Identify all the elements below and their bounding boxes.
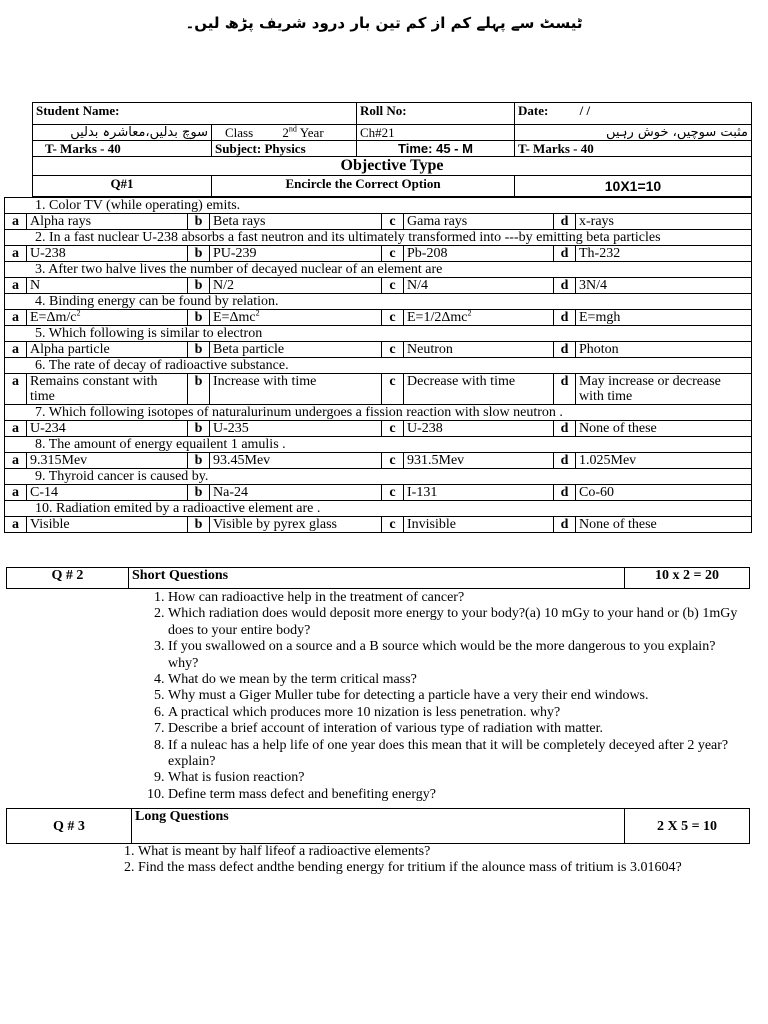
option-letter-b: b	[188, 214, 210, 230]
option-d-text: None of these	[579, 517, 657, 532]
option-b-text: Na-24	[213, 485, 248, 500]
option-c-text: U-238	[407, 421, 443, 436]
option-b	[210, 453, 382, 469]
option-d-text: Photon	[579, 342, 619, 357]
option-letter-c: c	[382, 246, 404, 262]
mcq-options-row	[5, 485, 752, 501]
option-letter-c: c	[382, 214, 404, 230]
option-d-text: E=mgh	[579, 310, 621, 325]
option-c-sup: 2	[467, 308, 472, 318]
time-label: Time: 45 - M	[357, 141, 515, 157]
date-label: Date:	[518, 103, 549, 118]
option-letter-b: b	[188, 485, 210, 501]
mcq-question: 5. Which following is similar to electron	[5, 326, 752, 342]
option-a-text: E=Δm/c	[30, 310, 77, 325]
option-letter-d: d	[554, 421, 576, 437]
option-b-text: Increase with time	[213, 374, 317, 389]
option-b-text: Beta rays	[213, 214, 266, 229]
urdu-motto-left: سوچ بدلیں،معاشرہ بدلیں	[33, 125, 212, 141]
option-c	[404, 246, 554, 262]
option-letter-c: c	[382, 374, 404, 405]
option-letter-b: b	[188, 374, 210, 405]
question-item: 6. A practical which produces more 10 nization is less penetration. why?	[168, 705, 738, 721]
mcq-options-row	[5, 517, 752, 533]
option-b-text: Beta particle	[213, 342, 285, 357]
option-b	[210, 374, 382, 405]
option-b	[210, 342, 382, 358]
option-letter-a: a	[5, 214, 27, 230]
class-year: Year	[299, 125, 324, 140]
option-a-text: 9.315Mev	[30, 453, 88, 468]
option-c-text: 931.5Mev	[407, 453, 465, 468]
option-c-text: I-131	[407, 485, 438, 500]
option-letter-a: a	[5, 246, 27, 262]
option-b-text: U-235	[213, 421, 249, 436]
option-letter-a: a	[5, 374, 27, 405]
option-d	[576, 246, 752, 262]
option-letter-d: d	[554, 453, 576, 469]
option-c	[404, 214, 554, 230]
option-d	[576, 278, 752, 294]
option-d-text: Co-60	[579, 485, 614, 500]
q3-marks: 2 X 5 = 10	[625, 809, 750, 844]
option-b-text: E=Δmc	[213, 310, 256, 325]
option-b	[210, 310, 382, 326]
mcq-question-row	[5, 198, 752, 214]
t-marks-left: T- Marks - 40	[33, 141, 212, 157]
mcq-options-row	[5, 278, 752, 294]
option-letter-b: b	[188, 421, 210, 437]
option-a-text: Visible	[30, 517, 70, 532]
class-value: 2	[282, 125, 289, 140]
option-letter-d: d	[554, 214, 576, 230]
option-b	[210, 421, 382, 437]
mcq-options-row	[5, 342, 752, 358]
question-item: 1. How can radioactive help in the treatment of cancer?	[168, 590, 738, 606]
question-item: 2. Find the mass defect andthe bending energy for tritium if the alounce mass of tritium is 3.01604?	[138, 860, 718, 876]
question-item: 2. Which radiation does would deposit more energy to your body?(a) 10 mGy to your hand or (b) 1mGy does to your entire body?	[168, 606, 738, 639]
option-b-text: 93.45Mev	[213, 453, 271, 468]
option-a	[27, 342, 188, 358]
option-letter-a: a	[5, 310, 27, 326]
option-b	[210, 278, 382, 294]
long-questions-list	[112, 844, 718, 877]
objective-type-title: Objective Type	[33, 157, 752, 176]
option-a-text: U-238	[30, 246, 66, 261]
option-b	[210, 214, 382, 230]
option-c-text: Pb-208	[407, 246, 448, 261]
option-letter-d: d	[554, 374, 576, 405]
option-a	[27, 421, 188, 437]
option-letter-b: b	[188, 246, 210, 262]
option-letter-c: c	[382, 485, 404, 501]
question-item: 5. Why must a Giger Muller tube for detecting a particle have a very their end windows.	[168, 688, 738, 704]
q2-marks: 10 x 2 = 20	[625, 568, 750, 589]
option-c	[404, 453, 554, 469]
option-letter-b: b	[188, 278, 210, 294]
option-c-text: Decrease with time	[407, 374, 516, 389]
mcq-question-row	[5, 230, 752, 246]
option-a-text: U-234	[30, 421, 66, 436]
option-a	[27, 310, 188, 326]
option-letter-d: d	[554, 342, 576, 358]
mcq-options-row	[5, 246, 752, 262]
option-b-sup: 2	[255, 308, 260, 318]
q3-label: Q # 3	[7, 809, 132, 844]
mcq-options-row	[5, 453, 752, 469]
option-letter-c: c	[382, 342, 404, 358]
option-d-text: Th-232	[579, 246, 621, 261]
mcq-options-row	[5, 310, 752, 326]
option-c	[404, 421, 554, 437]
option-letter-a: a	[5, 517, 27, 533]
mcq-question-row	[5, 469, 752, 485]
option-letter-a: a	[5, 453, 27, 469]
mcq-question-row	[5, 326, 752, 342]
option-b	[210, 246, 382, 262]
option-letter-d: d	[554, 246, 576, 262]
option-letter-b: b	[188, 453, 210, 469]
option-letter-c: c	[382, 517, 404, 533]
class-sup: nd	[288, 124, 297, 134]
option-c	[404, 517, 554, 533]
option-letter-b: b	[188, 517, 210, 533]
option-b-text: Visible by pyrex glass	[213, 517, 337, 532]
option-letter-c: c	[382, 453, 404, 469]
option-c	[404, 374, 554, 405]
option-letter-a: a	[5, 421, 27, 437]
option-d	[576, 453, 752, 469]
option-c-text: N/4	[407, 278, 428, 293]
option-a	[27, 278, 188, 294]
mcq-question-row	[5, 358, 752, 374]
option-letter-c: c	[382, 310, 404, 326]
class-label: Class	[225, 125, 254, 140]
option-a-text: C-14	[30, 485, 58, 500]
option-d-text: None of these	[579, 421, 657, 436]
option-d	[576, 421, 752, 437]
mcq-question: 9. Thyroid cancer is caused by.	[5, 469, 752, 485]
option-d	[576, 214, 752, 230]
encircle-label: Encircle the Correct Option	[212, 176, 515, 197]
date-slashes: / /	[579, 103, 591, 118]
urdu-motto-right: مثبت سوچیں، خوش رہیں	[515, 125, 752, 141]
option-letter-d: d	[554, 278, 576, 294]
question-item: 9. What is fusion reaction?	[168, 770, 738, 786]
option-b-text: N/2	[213, 278, 234, 293]
question-item: 10. Define term mass defect and benefiting energy?	[168, 787, 738, 803]
option-d	[576, 517, 752, 533]
option-letter-d: d	[554, 517, 576, 533]
mcq-question: 1. Color TV (while operating) emits.	[5, 198, 752, 214]
option-a	[27, 246, 188, 262]
option-a	[27, 214, 188, 230]
option-d	[576, 310, 752, 326]
student-name-label: Student Name:	[33, 103, 357, 125]
option-a-text: Alpha rays	[30, 214, 92, 229]
option-letter-c: c	[382, 278, 404, 294]
option-d-text: 1.025Mev	[579, 453, 637, 468]
mcq-table	[4, 197, 752, 533]
question-item: 7. Describe a brief account of interation of various type of radiation with matter.	[168, 721, 738, 737]
option-c	[404, 342, 554, 358]
mcq-question: 7. Which following isotopes of naturalurinum undergoes a fission reaction with slow neutron .	[5, 405, 752, 421]
header-table	[32, 102, 752, 197]
option-c	[404, 485, 554, 501]
option-c-text: Invisible	[407, 517, 456, 532]
mcq-question-row	[5, 405, 752, 421]
q2-header	[6, 567, 750, 589]
option-letter-b: b	[188, 342, 210, 358]
q3-title: Long Questions	[132, 809, 625, 844]
option-d-text: 3N/4	[579, 278, 607, 293]
question-item: 4. What do we mean by the term critical mass?	[168, 672, 738, 688]
option-c-text: Gama rays	[407, 214, 468, 229]
option-d-text: May increase or decrease with time	[579, 374, 721, 404]
option-a-text: Alpha particle	[30, 342, 110, 357]
option-a	[27, 517, 188, 533]
option-a	[27, 485, 188, 501]
mcq-options-row	[5, 214, 752, 230]
option-d-text: x-rays	[579, 214, 614, 229]
subject-label: Subject: Physics	[212, 141, 357, 157]
roll-no-label: Roll No:	[357, 103, 515, 125]
mcq-question-row	[5, 437, 752, 453]
option-letter-b: b	[188, 310, 210, 326]
option-c	[404, 310, 554, 326]
q3-header	[6, 808, 750, 844]
option-d	[576, 374, 752, 405]
mcq-question-row	[5, 501, 752, 517]
mcq-question: 6. The rate of decay of radioactive substance.	[5, 358, 752, 374]
option-letter-d: d	[554, 485, 576, 501]
mcq-options-row	[5, 421, 752, 437]
question-item: 3. If you swallowed on a source and a B source which would be the more dangerous to you explain?why?	[168, 639, 738, 672]
chapter-label: Ch#21	[357, 125, 515, 141]
option-a-text: Remains constant with time	[30, 374, 158, 404]
option-letter-a: a	[5, 485, 27, 501]
option-a	[27, 453, 188, 469]
option-letter-c: c	[382, 421, 404, 437]
option-c-text: E=1/2Δmc	[407, 310, 468, 325]
option-c	[404, 278, 554, 294]
option-letter-d: d	[554, 310, 576, 326]
option-a-text: N	[30, 278, 41, 293]
mcq-question: 10. Radiation emited by a radioactive element are .	[5, 501, 752, 517]
mcq-question-row	[5, 262, 752, 278]
q2-title: Short Questions	[129, 568, 625, 589]
option-letter-a: a	[5, 278, 27, 294]
question-item: 1. What is meant by half lifeof a radioactive elements?	[138, 844, 718, 860]
option-letter-a: a	[5, 342, 27, 358]
option-b	[210, 485, 382, 501]
option-d	[576, 342, 752, 358]
option-a	[27, 374, 188, 405]
option-b-text: PU-239	[213, 246, 257, 261]
mcq-question: 4. Binding energy can be found by relation.	[5, 294, 752, 310]
urdu-heading: ٹیسٹ سے پہلے کم از کم تین بار درود شریف پڑھ لیں۔	[185, 14, 583, 32]
q2-label: Q # 2	[7, 568, 129, 589]
mcq-question: 3. After two halve lives the number of decayed nuclear of an element are	[5, 262, 752, 278]
short-questions-list	[142, 590, 738, 803]
mcq-question: 8. The amount of energy equailent 1 amulis .	[5, 437, 752, 453]
option-b	[210, 517, 382, 533]
option-d	[576, 485, 752, 501]
mcq-question-row	[5, 294, 752, 310]
t-marks-right: T- Marks - 40	[515, 141, 752, 157]
option-c-text: Neutron	[407, 342, 453, 357]
mcq-options-row	[5, 374, 752, 405]
q1-label: Q#1	[33, 176, 212, 197]
option-a-sup: 2	[76, 308, 81, 318]
class-cell	[212, 125, 357, 141]
date-cell	[515, 103, 752, 125]
mcq-question: 2. In a fast nuclear U-238 absorbs a fast neutron and its ultimately transformed into ---by emitting beta particles	[5, 230, 752, 246]
question-item: 8. If a nuleac has a help life of one year does this mean that it will be completely deceyed after 2 year?explain?	[168, 738, 738, 771]
q1-marks: 10X1=10	[515, 176, 752, 197]
